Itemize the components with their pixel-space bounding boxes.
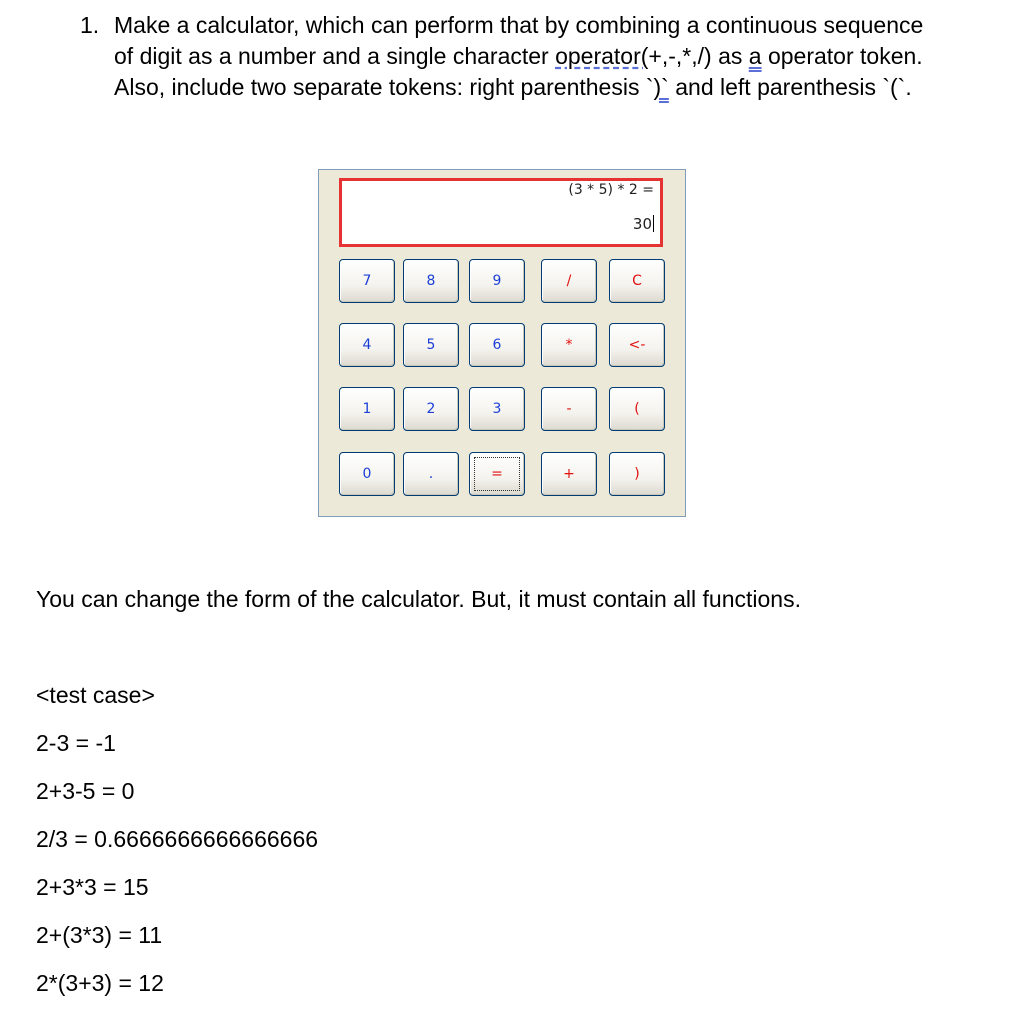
key-label: 2 [426, 401, 436, 417]
key-8-button[interactable] [403, 259, 459, 303]
test-case: 2-3 = -1 [36, 730, 116, 756]
key-backspace-button[interactable] [609, 323, 665, 367]
key-label: ) [634, 466, 640, 482]
key-label: 6 [492, 337, 502, 353]
task-text [114, 10, 1000, 103]
key-label: ( [634, 401, 640, 417]
task-line-2-end: operator token. [761, 43, 923, 69]
right-paren-token: )` [653, 74, 669, 100]
display-result: 30 [632, 215, 652, 233]
key-divide-button[interactable] [541, 259, 597, 303]
key-label: 1 [362, 401, 372, 417]
test-case: 2/3 = 0.6666666666666666 [36, 826, 319, 852]
key-1-button[interactable] [339, 387, 395, 431]
task-line-2 [114, 41, 1000, 72]
test-case: 2*(3+3) = 12 [36, 970, 164, 996]
key-label: / [566, 273, 572, 289]
operator-link: operator( [555, 43, 649, 69]
key-label: C [632, 273, 642, 289]
key-label: 4 [362, 337, 372, 353]
key-label: + [563, 466, 575, 482]
test-case: 2+3-5 = 0 [36, 778, 135, 804]
task-line-3-start: Also, include two separate tokens: right parenthesis ` [114, 74, 654, 100]
key-label: 9 [492, 273, 502, 289]
key-right-paren-button[interactable] [609, 452, 665, 496]
key-6-button[interactable] [469, 323, 525, 367]
key-3-button[interactable] [469, 387, 525, 431]
key-label: 3 [492, 401, 502, 417]
key-clear-button[interactable] [609, 259, 665, 303]
task-line-1: Make a calculator, which can perform that by combining a continuous sequence [114, 12, 924, 38]
key-2-button[interactable] [403, 387, 459, 431]
key-decimal-button[interactable] [403, 452, 459, 496]
key-subtract-button[interactable] [541, 387, 597, 431]
task-line-3 [114, 72, 1000, 103]
key-label: * [565, 337, 573, 353]
display-expression: (3 * 5) * 2 = [568, 182, 654, 198]
key-label: 7 [362, 273, 372, 289]
test-case: 2+(3*3) = 11 [36, 922, 163, 948]
key-label: = [491, 466, 503, 482]
key-label: 5 [426, 337, 436, 353]
key-label: - [566, 401, 572, 417]
test-case: 2+3*3 = 15 [36, 874, 149, 900]
test-case-heading: <test case> [36, 682, 155, 708]
key-add-button[interactable] [541, 452, 597, 496]
key-label: 8 [426, 273, 436, 289]
task-number: 1. [80, 12, 100, 38]
task-description [80, 10, 1000, 103]
task-line-2-mid: +,-,*,/) as [648, 43, 749, 69]
key-label: 0 [362, 466, 372, 482]
key-multiply-button[interactable] [541, 323, 597, 367]
key-9-button[interactable] [469, 259, 525, 303]
key-left-paren-button[interactable] [609, 387, 665, 431]
calculator-window [318, 169, 686, 517]
key-equals-button[interactable] [469, 452, 525, 496]
key-7-button[interactable] [339, 259, 395, 303]
article-a: a [748, 43, 762, 69]
key-5-button[interactable] [403, 323, 459, 367]
task-line-3-end: and left parenthesis `(`. [668, 74, 912, 100]
key-4-button[interactable] [339, 323, 395, 367]
note-text: You can change the form of the calculator. But, it must contain all functions. [36, 586, 801, 612]
key-label: <- [628, 337, 646, 353]
key-label: . [428, 466, 434, 482]
calculator-display [339, 178, 663, 247]
key-0-button[interactable] [339, 452, 395, 496]
task-line-2-start: of digit as a number and a single character [114, 43, 556, 69]
